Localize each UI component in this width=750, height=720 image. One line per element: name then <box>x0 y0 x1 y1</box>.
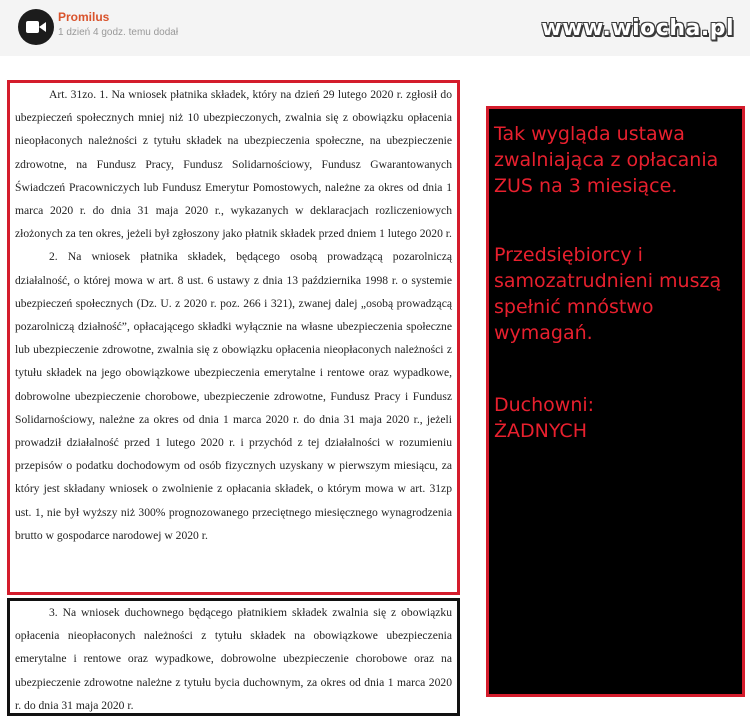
site-watermark: www.wiocha.pl <box>541 16 734 41</box>
law-paragraph-2: 2. Na wniosek płatnika składek, będącego osobą prowadzącą pozarolniczą działalność, o której mowa w art. 8 ust. 6 ustawy z dnia 13 października 1998 r. o systemie ubezpieczeń społecznych (Dz. U. z 2020 r. poz. 266 i 321), zwanej dalej „osobą prowadzącą pozarolniczą działność”, opłacającego składki wyłącznie na własne ubezpieczenia społeczne lub ubezpieczenie zdrowotne, zwalnia się z obowiązku opłacenia nieopłaconych należności z tytułu składek na jego obowiązkowe ubezpieczenia emerytalne i rentowe oraz wypadkowe, dobrowolne ubezpieczenie chorobowe, ubezpieczenie zdrowotne, Fundusz Pracy i Fundusz Solidarnościowy, należne za okres od dnia 1 marca 2020 r. do dnia 31 maja 2020 r., jeżeli prowadził działalność przed 1 lutego 2020 r. i przychód z tej działalności w rozumieniu przepisów o podatku dochodowym od osób fizycznych uzyskany w pierwszym miesiącu, za który jest składany wniosek o zwolnienie z opłacania składek, o którym mowa w art. 31zp ust. 1, nie był wyższy niż 300% prognozowanego przeciętnego miesięcznego wynagrodzenia brutto w gospodarce narodowej w 2020 r. <box>15 250 452 542</box>
law-paragraph-3: 3. Na wniosek duchownego będącego płatnikiem składek zwalnia się z obowiązku opłacenia nieopłaconych należności z tytułu składek na obowiązkowe ubezpieczenia emerytalne i rentowe oraz wypadkowe, dobrowolne ubezpieczenie chorobowe oraz na ubezpieczenie zdrowotne należne z tytułu bycia duchownym, za okres od dnia 1 marca 2020 r. do dnia 31 maja 2020 r. <box>15 606 452 712</box>
video-camera-icon <box>26 20 46 34</box>
caption-line-1: Tak wygląda ustawa zwalniająca z opłacania ZUS na 3 miesiące. <box>494 123 719 197</box>
caption-clergy-value: ŻADNYCH <box>494 420 587 442</box>
avatar[interactable] <box>18 9 54 45</box>
caption-panel <box>486 106 745 697</box>
law-text-block <box>10 83 457 547</box>
law-text-block-clergy <box>10 601 457 716</box>
law-excerpt-clergy <box>7 598 460 716</box>
caption-clergy-label: Duchowni: <box>494 394 595 416</box>
post-header <box>0 0 750 56</box>
law-paragraph-1: Art. 31zo. 1. Na wniosek płatnika składek, który na dzień 29 lutego 2020 r. zgłosił do ubezpieczeń społecznych mniej niż 10 ubezpieczonych, zwalnia się z obowiązku opłacenia nieopłaconych należności z tytułu składek na ubezpieczenia społeczne, na ubezpieczenie zdrowotne, na Fundusz Pracy, Fundusz Solidarnościowy, Fundusz Gwarantowanych Świadczeń Pracowniczych lub Fundusz Emerytur Pomostowych, należne za okres od dnia 1 marca 2020 r. do dnia 31 maja 2020 r., wykazanych w deklaracjach rozliczeniowych złożonych za ten okres, jeżeli był zgłoszony jako płatnik składek przed dniem 1 lutego 2020 r. <box>15 88 452 241</box>
caption-line-2: Przedsiębiorcy i samozatrudnieni muszą spełnić mnóstwo wymagań. <box>494 244 722 344</box>
caption-line-3 <box>494 392 739 444</box>
author-name[interactable]: Promilus <box>58 10 110 24</box>
post-timestamp: 1 dzień 4 godz. temu dodał <box>58 27 179 38</box>
law-excerpt-highlighted <box>7 80 460 595</box>
